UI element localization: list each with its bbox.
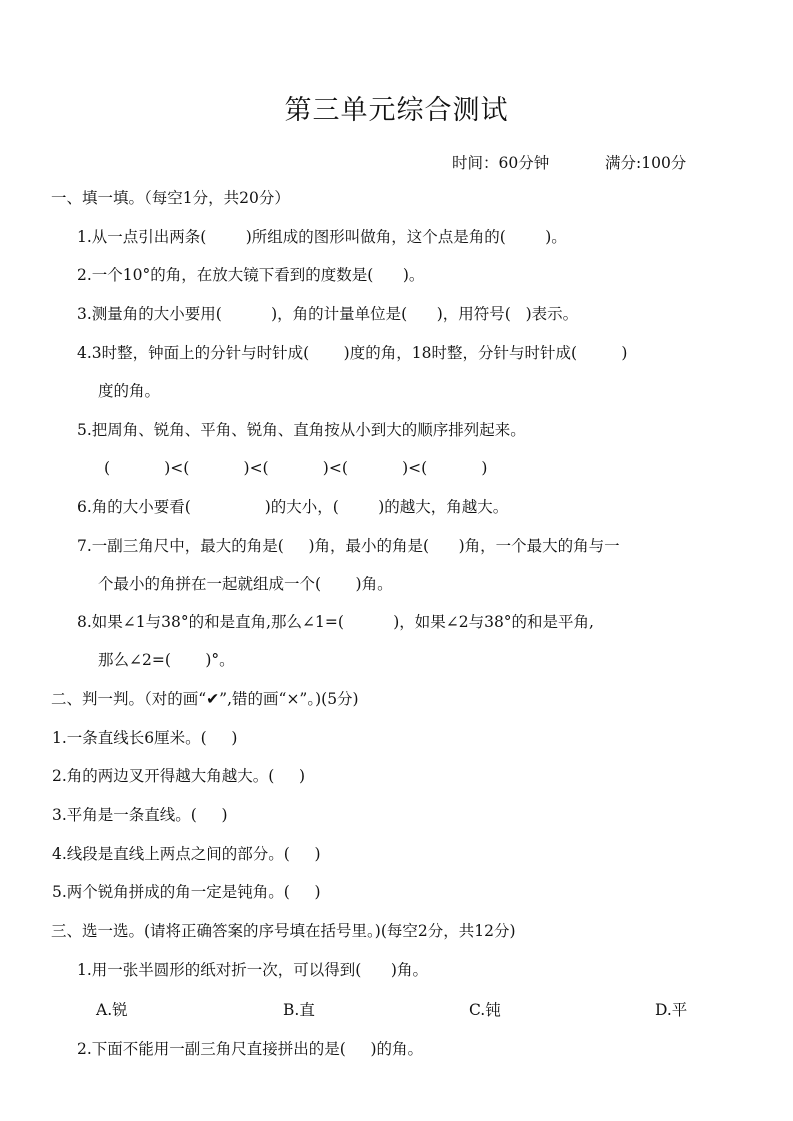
fill-question-3: 3.测量角的大小要用( )，角的计量单位是( )，用符号( )表示。 <box>77 305 579 323</box>
time-limit: 时间：60分钟 <box>452 154 550 172</box>
judge-question-4: 4.线段是直线上两点之间的部分。( ) <box>52 845 321 863</box>
fill-question-8-line1: 8.如果∠1与38°的和是直角,那么∠1=( )，如果∠2与38°的和是平角, <box>77 613 594 631</box>
choose-option-a: A.锐 <box>96 1001 128 1019</box>
page-title: 第三单元综合测试 <box>284 95 509 126</box>
fill-question-4-line1: 4.3时整，钟面上的分针与时针成( )度的角，18时整，分针与时针成( ) <box>77 344 628 362</box>
section-fill-heading: 一、填一填。（每空1分，共20分） <box>51 189 290 207</box>
fill-question-6: 6.角的大小要看( )的大小，( )的越大，角越大。 <box>77 498 509 516</box>
choose-option-d: D.平 <box>655 1001 688 1019</box>
choose-option-c: C.钝 <box>469 1001 501 1019</box>
choose-question-1: 1.用一张半圆形的纸对折一次，可以得到( )角。 <box>77 961 428 979</box>
fill-question-2: 2.一个10°的角，在放大镜下看到的度数是( )。 <box>77 266 425 284</box>
fill-question-7-line1: 7.一副三角尺中，最大的角是( )角，最小的角是( )角，一个最大的角与一 <box>77 537 620 555</box>
judge-question-5: 5.两个锐角拼成的角一定是钝角。( ) <box>52 883 321 901</box>
fill-question-5-line2: ( )<( )<( )<( )<( ) <box>104 459 488 477</box>
fill-question-5-line1: 5.把周角、锐角、平角、锐角、直角按从小到大的顺序排列起来。 <box>77 421 526 439</box>
section-judge-heading: 二、判一判。（对的画“✔”,错的画“×”。)(5分) <box>51 690 359 708</box>
judge-question-3: 3.平角是一条直线。( ) <box>52 806 228 824</box>
fill-question-7-line2: 个最小的角拼在一起就组成一个( )角。 <box>98 575 393 593</box>
fill-question-1: 1.从一点引出两条( )所组成的图形叫做角，这个点是角的( )。 <box>77 228 567 246</box>
section-choose-heading: 三、选一选。(请将正确答案的序号填在括号里。)(每空2分，共12分) <box>51 922 516 940</box>
choose-option-b: B.直 <box>283 1001 315 1019</box>
full-score: 满分:100分 <box>605 154 687 172</box>
choose-question-2: 2.下面不能用一副三角尺直接拼出的是( )的角。 <box>77 1040 424 1058</box>
fill-question-4-line2: 度的角。 <box>98 382 161 400</box>
fill-question-8-line2: 那么∠2=( )°。 <box>98 651 235 669</box>
judge-question-2: 2.角的两边叉开得越大角越大。( ) <box>52 767 306 785</box>
judge-question-1: 1.一条直线长6厘米。( ) <box>52 729 238 747</box>
